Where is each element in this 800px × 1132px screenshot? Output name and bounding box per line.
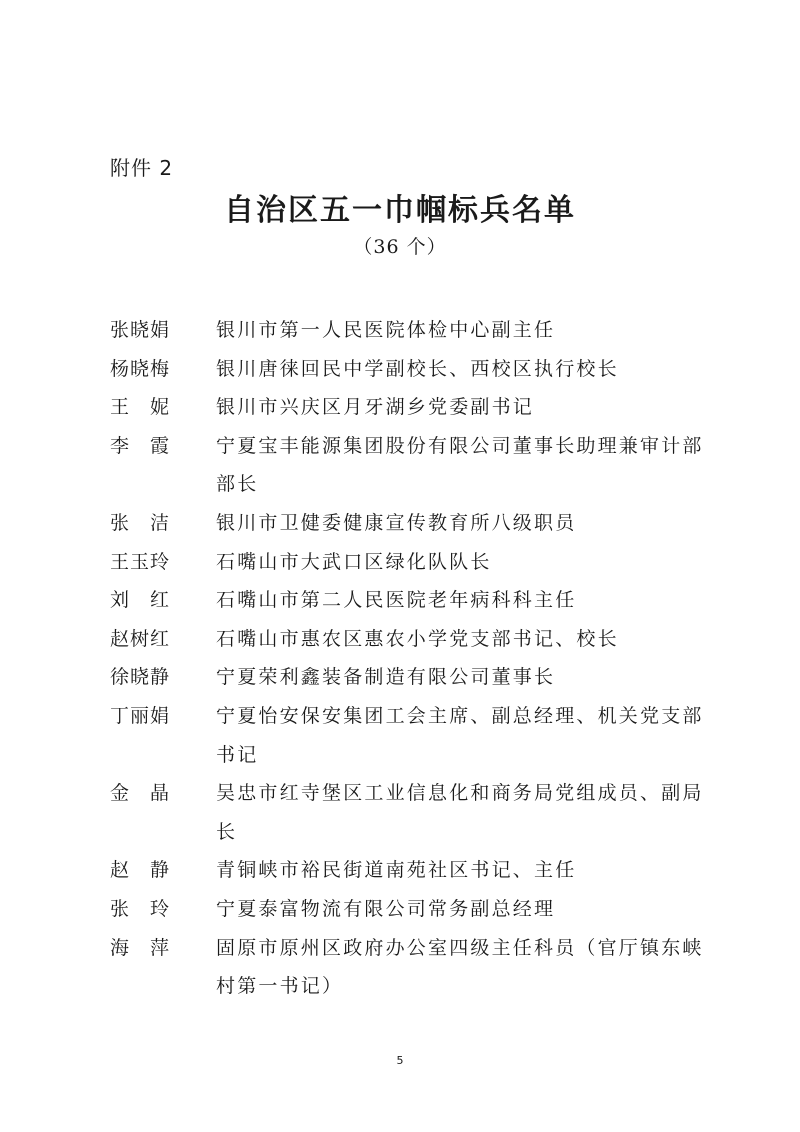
honoree-name: 赵 静 — [110, 859, 171, 882]
honoree-name: 杨晓梅 — [110, 357, 171, 380]
honoree-role: 青铜峡市裕民街道南苑社区书记、主任 — [216, 859, 577, 882]
list-item — [110, 697, 710, 774]
honoree-role: 银川市第一人民医院体检中心副主任 — [216, 319, 556, 341]
list-item — [110, 851, 710, 890]
honoree-name: 海 萍 — [110, 936, 171, 959]
page-number: 5 — [396, 1054, 404, 1067]
honoree-name: 刘 红 — [110, 589, 171, 612]
honoree-role: 石嘴山市惠农区惠农小学党支部书记、校长 — [216, 627, 619, 650]
honoree-role: 吴忠市红寺堡区工业信息化和商务局党组成员、副局长 — [216, 782, 704, 843]
honoree-role: 宁夏泰富物流有限公司常务副总经理 — [216, 897, 556, 920]
list-item — [110, 929, 710, 1006]
list-item — [110, 620, 710, 659]
honoree-name: 丁丽娟 — [110, 704, 171, 727]
honoree-name: 徐晓静 — [110, 666, 171, 689]
page-subtitle: （36 个） — [353, 236, 447, 258]
honoree-name: 赵树红 — [110, 627, 171, 650]
list-item — [110, 427, 710, 504]
honoree-name: 张 洁 — [110, 511, 171, 534]
honoree-role: 石嘴山市大武口区绿化队队长 — [216, 550, 492, 573]
honoree-name: 王 妮 — [110, 396, 171, 419]
page-title: 自治区五一巾帼标兵名单 — [224, 193, 576, 228]
list-item — [110, 658, 710, 697]
honoree-role: 银川市卫健委健康宣传教育所八级职员 — [216, 511, 577, 534]
honoree-list — [110, 311, 710, 1006]
list-item — [110, 581, 710, 620]
list-item — [110, 890, 710, 929]
list-item — [110, 774, 710, 851]
honoree-role: 固原市原州区政府办公室四级主任科员（官厅镇东峡村第一书记） — [216, 936, 704, 998]
honoree-role: 宁夏宝丰能源集团股份有限公司董事长助理兼审计部部长 — [216, 434, 704, 496]
list-item — [110, 311, 710, 350]
attachment-label: 附件 2 — [110, 156, 174, 180]
honoree-name: 张 玲 — [110, 897, 171, 920]
list-item — [110, 350, 710, 389]
honoree-role: 宁夏怡安保安集团工会主席、副总经理、机关党支部书记 — [216, 704, 704, 766]
honoree-role: 银川唐徕回民中学副校长、西校区执行校长 — [216, 357, 619, 380]
honoree-name: 王玉玲 — [110, 550, 171, 573]
honoree-name: 李 霞 — [110, 434, 171, 457]
honoree-name: 张晓娟 — [110, 319, 171, 341]
list-item — [110, 543, 710, 582]
honoree-role: 宁夏荣利鑫装备制造有限公司董事长 — [216, 666, 556, 689]
list-item — [110, 504, 710, 543]
list-item — [110, 388, 710, 427]
honoree-name: 金 晶 — [110, 782, 171, 805]
honoree-role: 石嘴山市第二人民医院老年病科科主任 — [216, 589, 577, 612]
honoree-role: 银川市兴庆区月牙湖乡党委副书记 — [216, 396, 535, 419]
